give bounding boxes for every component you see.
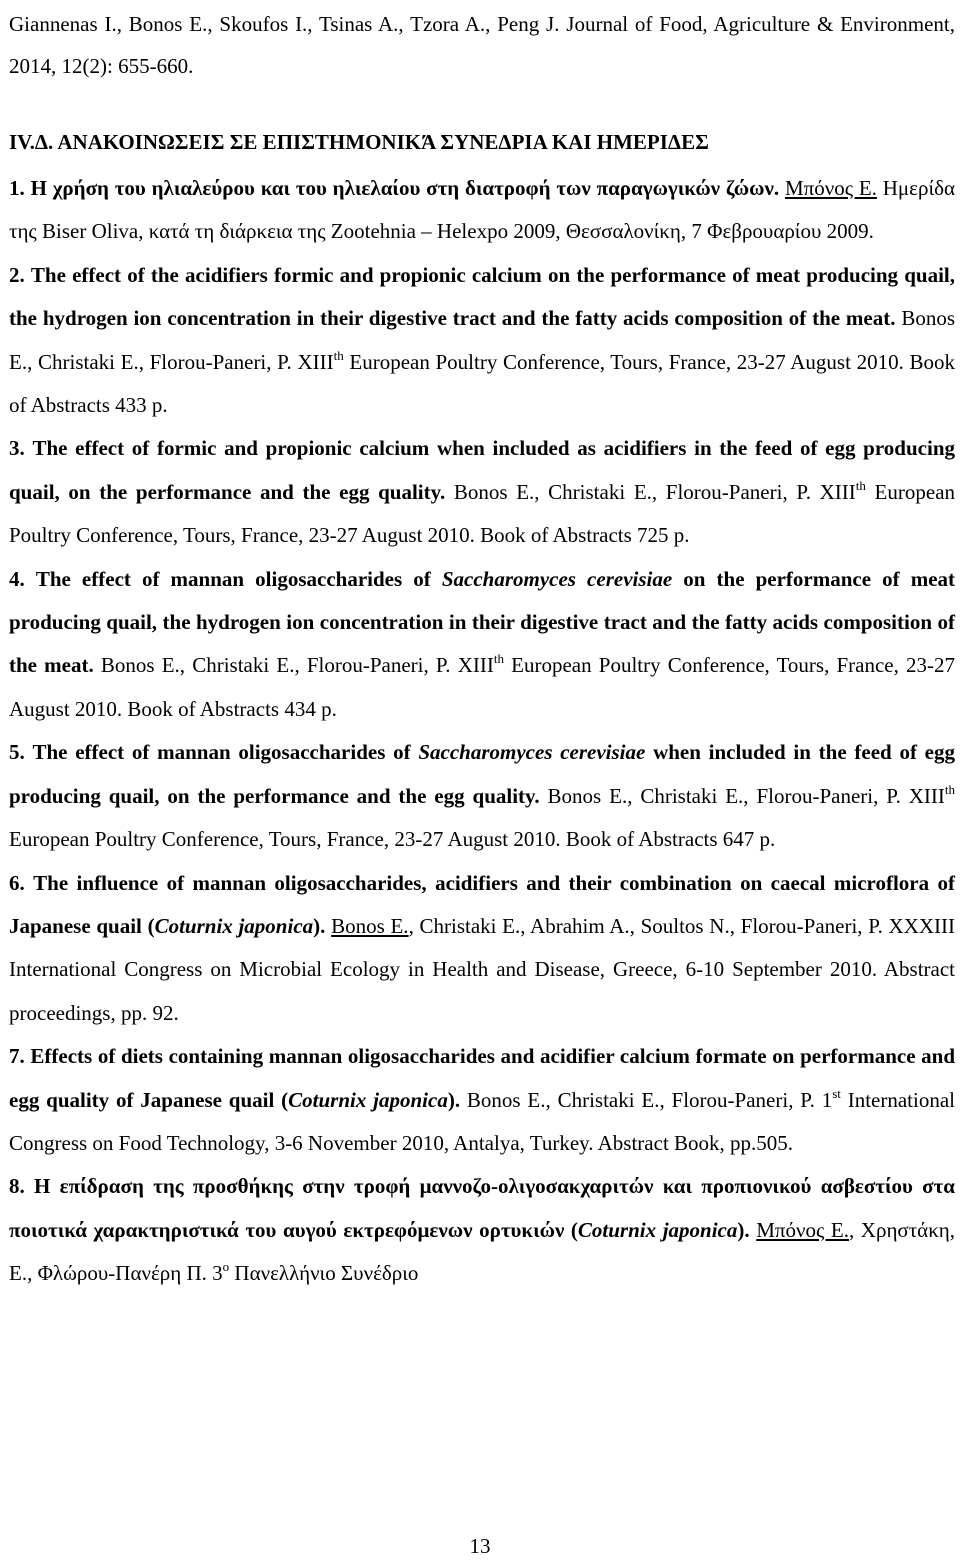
- publication-title-part: Effects of diets containing mannan oligosaccharides and acidifier calcium formate on performance and egg quality of Japanese quail (: [9, 1044, 956, 1112]
- publication-authors-underlined: Μπόνος Ε.: [784, 176, 877, 200]
- publication-venue-prefix: XIII: [819, 479, 856, 504]
- publication-venue: European Poultry Conference, Tours, France, 23-27 August 2010. Book of Abstracts 433 p.: [9, 349, 955, 418]
- publications-list: [9, 167, 955, 1296]
- publication-venue: Ημερίδα της Biser Oliva, κατά τη διάρκεια της Zootehnia – Helexpo 2009, Θεσσαλονίκη, 7 Φεβρουαρίου 2009.: [9, 176, 956, 244]
- publication-venue-prefix: 3: [212, 1261, 223, 1286]
- publication-item: [9, 862, 955, 1036]
- publication-title-part: The effect of mannan oligosaccharides of: [35, 566, 431, 591]
- publication-title: Η χρήση του ηλιαλεύρου και του ηλιελαίου στη διατροφή των παραγωγικών ζώων.: [30, 176, 780, 200]
- publication-authors: Bonos E., Christaki E., Florou-Paneri, P.: [547, 783, 901, 808]
- publication-venue: Πανελλήνιο Συνέδριο: [234, 1261, 419, 1286]
- publication-venue: European Poultry Conference, Tours, France, 23-27 August 2010. Book of Abstracts 434 p.: [9, 653, 956, 721]
- publication-title-part: ).: [737, 1217, 750, 1242]
- publication-title: The effect of the acidifiers formic and propionic calcium on the performance of meat producing quail, the hydrogen ion concentration in their digestive tract and the fatty acids composition of the meat.: [9, 262, 956, 331]
- publication-number: 8.: [9, 1174, 25, 1199]
- publication-venue-superscript: th: [944, 781, 956, 797]
- publication-species: Saccharomyces cerevisiae: [441, 566, 673, 591]
- publication-title-part: Η επίδραση της προσθήκης στην τροφή μαννοζο-ολιγοσακχαριτών και προπιονικού ασβεστίου στα ποιοτικά χαρακτηριστικά του αυγού εκτρεφόμενων ορτυκιών (: [9, 1174, 955, 1242]
- publication-species: Coturnix japonica: [288, 1087, 448, 1112]
- section-heading: IV.Δ. ΑΝΑΚΟΙΝΩΣΕΙΣ ΣΕ ΕΠΙΣΤΗΜΟΝΙΚΆ ΣΥΝΕΔΡΙΑ ΚΑΙ ΗΜΕΡΙΔΕΣ: [9, 130, 709, 154]
- publication-number: 3.: [9, 436, 25, 461]
- publication-authors: Bonos E., Christaki E., Florou-Paneri, P.: [9, 306, 956, 374]
- publication-title-part: The effect of mannan oligosaccharides of: [32, 740, 411, 765]
- publication-item: [9, 254, 955, 428]
- publication-venue-superscript: th: [855, 477, 866, 493]
- publication-number: 6.: [9, 870, 25, 895]
- publication-venue: XXXIII International Congress on Microbial Ecology in Health and Disease, Greece, 6-10 September 2010. Abstract proceedings, pp. 92.: [9, 913, 956, 1025]
- publication-number: 1.: [9, 176, 25, 200]
- publication-authors-underlined: Bonos E.: [331, 913, 409, 938]
- publication-venue-superscript: th: [333, 347, 344, 363]
- publication-title-part: on the performance of meat producing quail, the hydrogen ion concentration in their digestive tract and the fatty acids composition of the meat.: [9, 566, 956, 678]
- publication-authors: , Christaki E., Abrahim A., Soultos N., Florou-Paneri, P.: [408, 913, 883, 938]
- top-reference-journal: Journal of Food, Agriculture & Environment, 2014, 12(2): 655-660.: [9, 12, 955, 78]
- publication-venue-prefix: XIII: [297, 349, 334, 374]
- publication-item: [9, 731, 955, 861]
- publication-venue: International Congress on Food Technology, 3-6 November 2010, Antalya, Turkey. Abstract Book, pp.505.: [9, 1087, 955, 1155]
- publication-number: 7.: [9, 1044, 25, 1069]
- publication-item: [9, 427, 955, 557]
- publication-venue-superscript: ο: [222, 1259, 230, 1275]
- publication-item: [9, 558, 955, 732]
- publication-item: [9, 1165, 955, 1295]
- publication-venue-prefix: XIII: [908, 783, 945, 808]
- publication-title: The effect of formic and propionic calcium when included as acidifiers in the feed of egg producing quail, on the performance and the egg quality.: [9, 436, 956, 504]
- publication-venue-superscript: th: [493, 651, 504, 667]
- publication-venue: European Poultry Conference, Tours, France, 23-27 August 2010. Book of Abstracts 725 p.: [9, 479, 956, 548]
- publication-authors-underlined: Μπόνος Ε.: [756, 1217, 849, 1242]
- publication-authors: Bonos E., Christaki E., Florou-Paneri, P.: [100, 653, 451, 678]
- publication-species: Coturnix japonica: [577, 1217, 738, 1242]
- publication-venue-prefix: 1: [821, 1087, 833, 1112]
- publication-species: Saccharomyces cerevisiae: [418, 740, 646, 765]
- top-reference: [9, 3, 955, 87]
- publication-species: Coturnix japonica: [154, 913, 314, 938]
- publication-title-part: ).: [313, 913, 326, 938]
- publication-number: 4.: [9, 566, 25, 591]
- page-number: 13: [469, 1534, 491, 1558]
- publication-item: [9, 167, 955, 254]
- publication-title-part: when included in the feed of egg producing quail, on the performance and the egg quality.: [9, 740, 955, 808]
- publication-number: 5.: [9, 740, 25, 765]
- publication-item: [9, 1035, 955, 1165]
- publication-authors: Bonos E., Christaki E., Florou-Paneri, P.: [466, 1087, 815, 1112]
- publication-venue-superscript: st: [832, 1085, 841, 1101]
- publication-authors: Bonos E., Christaki E., Florou-Paneri, P.: [453, 479, 811, 504]
- publication-venue-prefix: XIII: [457, 653, 494, 678]
- top-reference-authors: Giannenas I., Bonos E., Skoufos I., Tsinas A., Tzora A., Peng J.: [9, 12, 560, 36]
- publication-title-part: ).: [447, 1087, 461, 1112]
- publication-title-part: The influence of mannan oligosaccharides, acidifiers and their combination on caecal microflora of Japanese quail (: [9, 870, 956, 938]
- publication-number: 2.: [9, 262, 25, 287]
- publication-venue: European Poultry Conference, Tours, France, 23-27 August 2010. Book of Abstracts 647 p.: [9, 827, 776, 852]
- publication-authors: , Χρηστάκη, Ε., Φλώρου-Πανέρη Π.: [9, 1217, 956, 1286]
